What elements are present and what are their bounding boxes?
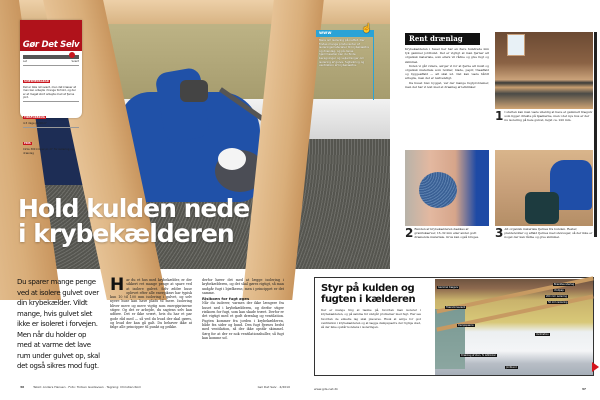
section-text: 4-5 dage på 50 m² [23, 122, 48, 126]
badge-title: Gør Det Selv [22, 40, 80, 50]
page-number: 36 [20, 385, 25, 389]
scale-labels [23, 60, 79, 63]
body-text: derfor hører det med at lægge isolering i krybekælderen, og det skal gøres rigtigt, så man undgår fugt i bjælkerne, men i princippet er det samme. [202, 278, 284, 295]
step-number: 1 [495, 109, 504, 123]
section-label: TIDSFORBRUG [24, 116, 45, 120]
diagram-label: Ventilation [536, 333, 549, 336]
diagram-label: Dampspærre [458, 324, 474, 327]
paragraph: Krybekælderen i huset her har en flere hundrede mm tyk gammel jordbund. Det er vigtigt at man fjerner alt organisk materiale, som ellers vil rådne og give fugt og skimmel. [405, 47, 489, 64]
page-number: 37 [581, 387, 586, 391]
step-1-caption [495, 111, 593, 123]
body-text: ar du et hus med krybekælder, er der sikkert ret mange penge at spare ved at isolere gulvet. Selv ældre huse oplevet efter alle energikrav har typisk kun 10 til 100 mm isolering i gulvet, og selv nyere huse kan have plads til mere. Isolering bliver mere og mere vigtig som energipriserne stiger. Og det er arbejde, du sagtens selv kan udføre. Det er ikke svært, hvis du har et par gode råd med — så ved du hvad der skal gøres, og hvad der kan gå galt. Du behøver ikke at følge alle principper til punkt og prikke. [110, 278, 192, 330]
diagram-label: Gammel trægulv [438, 286, 459, 289]
badge-section-time [23, 101, 79, 125]
paragraph: Da huset blev bygget, var der mange fugtproblemer, men det har vi løst med et drænlag af letklinker. [405, 80, 489, 89]
section-label: PRIS [24, 142, 31, 146]
diagram-label: Drænlag af sten, fx letklinker [461, 354, 496, 357]
scale-max: Svært [71, 60, 79, 63]
right-footer [314, 387, 586, 391]
step-1-photo [495, 32, 593, 109]
diagram-wall [435, 309, 465, 369]
diagram-label: Trærammeværk [446, 306, 466, 309]
styr-title-line-1: Styr på kulden og [321, 283, 415, 294]
styr-text: Der er mange ting at tænke på, hvordan man isolerer i krybekælderen, og på samme tid undgår problemer med fugt. Her ses hvordan de enkelte lag skal placeres. Husk at sørge for god ventilation i krybekælderen og at lægge dampspærre det rigtige sted, så der ikke opstår kondens i isoleringen. [321, 308, 421, 330]
www-text: Mere om isolering på nettet. Der findes mange producenter af isoleringsmaterialer til krybekældre og drænlag, og på deres hjemmesider kan du finde beregninger og vejledninger om isolering af gulve, fugtsikring og ventilation af krybekældre. [319, 38, 369, 68]
left-footer [20, 385, 290, 389]
step-2-photo [405, 150, 489, 226]
crawlspace-diagram [435, 279, 593, 375]
styr-title [321, 283, 421, 305]
badge-section-price [23, 127, 79, 155]
step-3-caption [495, 228, 593, 240]
step-text: Bunden af krybekælderen dækkes af granitskærver, 16–32 mm eller andet godt drænende materiale. Grus kan også bruges. [414, 227, 480, 239]
vacuum-cleaner [525, 192, 559, 224]
hand-cursor-icon: ☝ [361, 24, 373, 34]
www-label: www [316, 30, 373, 37]
title-line-1: Hold kulden nede [18, 194, 250, 223]
credits: Tekst: Anders Hansen · Foto: Torben Gustavsen · Tegning: Christian Rom [33, 385, 142, 389]
title-line-2: i krybekælderen [18, 219, 234, 248]
article-intro: Du sparer mange penge ved at isolere gulvet over din krybekælder. Vildt mange, hvis gulvet slet ikke er isoleret i forvejen. Men når du holder op med at varme det lave rum under gulvet op, skal det også sikres mod fugt. [17, 278, 100, 370]
hands-with-gravel [419, 172, 457, 208]
step-2-caption [405, 228, 489, 240]
vertical-rule [594, 32, 597, 237]
badge-header [20, 20, 82, 51]
section-text: Cirka 300 kroner pr. m² for isolering og drænlag [23, 148, 74, 155]
diagram-label: Vindpap [554, 289, 564, 292]
diagram-label: 200 mm isolering [546, 295, 567, 298]
subheading: Risikoen for fugt øges [202, 296, 250, 302]
step-3-photo [495, 150, 593, 226]
diagram-label: Jordbund [506, 366, 517, 369]
difficulty-marker-icon [69, 52, 75, 58]
body-text: Når du isolerer, varmes der ikke længere fra huset ned i krybekælderen, og derfor stiger risikoen for fugt, som kan skade træet. Derfor er det vigtigt med et godt drænlag og ventilation. Fugten kommer fra jorden i krybekælderen, både fra sider og bund. Den fugt fjernes bedst med ventilation, så der ikke opstår skimmel. Sørg for at der er nok ventilationshuller, så fugt kan komme ud. [202, 301, 284, 340]
section-label: SVÆRHEDSGRAD [24, 80, 49, 83]
step-text: Alt organisk materiale fjernes fra bunden. Rester, planterødder og affald fjernes med støvsuger, så der ikke er noget der kan rådne og give skimmel. [504, 227, 593, 239]
badge-section-difficulty [23, 65, 79, 99]
step-text: I starten kan man være uheldig at have et gammelt trægulv som ligger direkte på bjælkerne, men i det nye hus er der nu isolering på hele gulvet, højst ca. 220 mm. [504, 110, 593, 122]
www-info-box [316, 30, 374, 100]
dust-mask [218, 148, 246, 170]
draenlag-text [405, 47, 489, 89]
difficulty-badge [20, 20, 82, 155]
next-page-arrow-icon [592, 362, 599, 372]
diagram-label: 50 mm isolering [548, 301, 568, 304]
body-column-2 [202, 278, 284, 340]
work-glove [180, 80, 208, 102]
difficulty-scale [23, 55, 79, 59]
issue-label: Gør Det Selv · 4/2010 [257, 385, 290, 389]
step-number: 2 [405, 226, 414, 240]
styr-title-line-2: fugten i kælderen [321, 294, 416, 305]
section-heading-draenlag: Rent drænlag [405, 33, 480, 45]
styr-info-box [314, 277, 594, 376]
window [507, 34, 525, 56]
step-number: 3 [495, 226, 504, 240]
website-url: www.gds-net.dk [314, 387, 339, 391]
drop-cap: H [110, 275, 125, 295]
section-text: Det er ikke ret svært, men det kræver at man kan arbejde i trange forhold, og der er et meget stort arbejde med at fjerne jord. [23, 86, 77, 99]
paragraph: Inden vi går videre, sørger vi for at fjerne alt muld og organisk materiale som rødder, blade, papir, træaffald og byggeaffald — alt skal ud. Det kan være hårdt arbejde, men det er nødvendigt. [405, 63, 489, 81]
body-column-1 [110, 275, 192, 330]
footer-credits-group [20, 385, 141, 389]
article-title [18, 196, 318, 246]
scale-min: Let [23, 60, 27, 63]
diagram-label: Bræddeunderlag [554, 283, 575, 286]
